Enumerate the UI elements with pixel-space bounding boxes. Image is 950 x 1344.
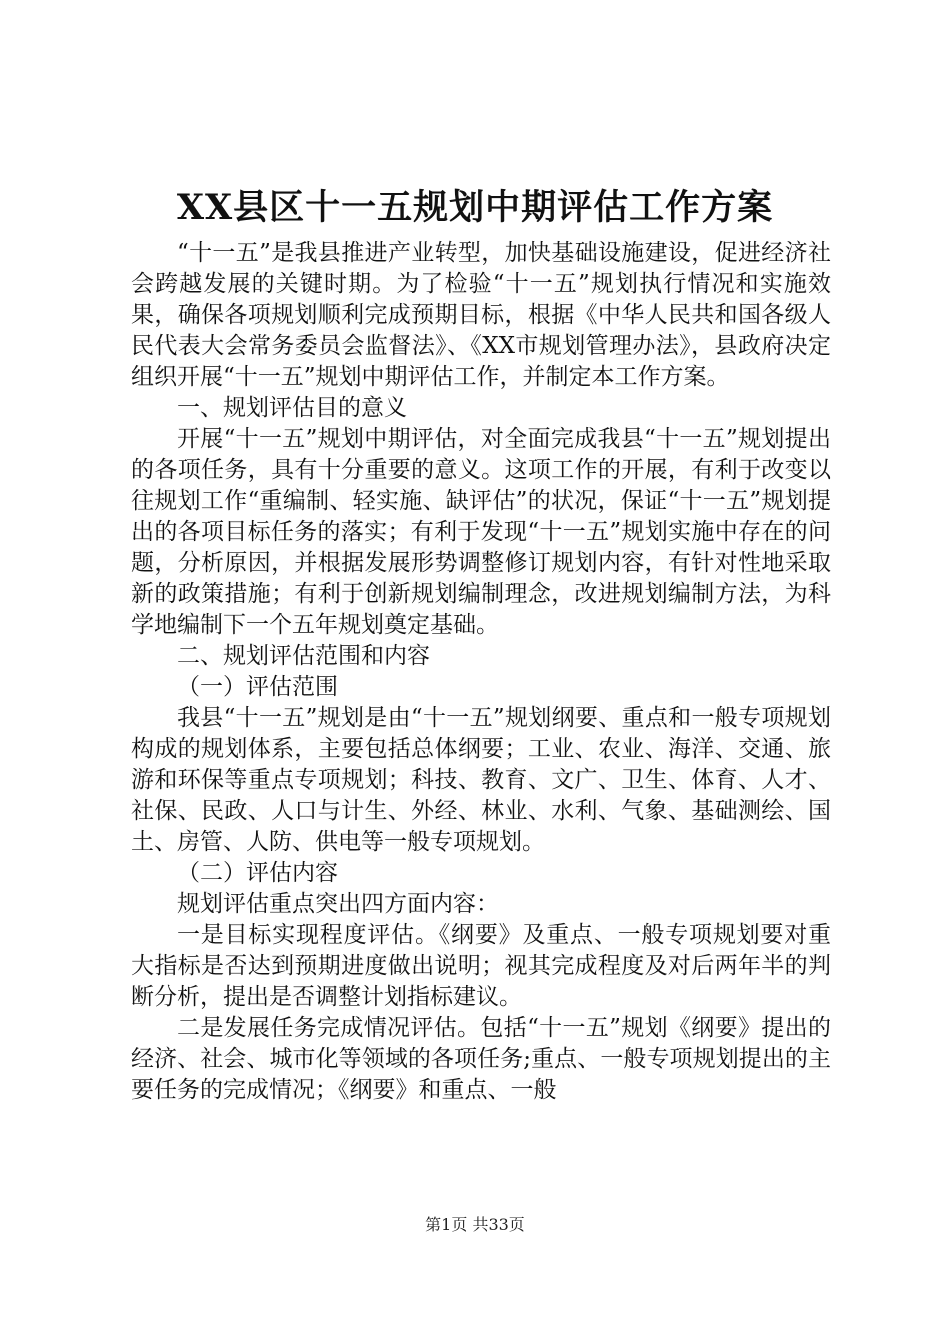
purpose-paragraph: 开展“十一五”规划中期评估，对全面完成我县“十一五”规划提出的各项任务，具有十分重要的意义。这项工作的开展，有利于改变以往规划工作“重编制、轻实施、缺评估”的状况，保证“十一五”规划提出的各项目标任务的落实；有利于发现“十一五”规划实施中存在的问题，分析原因，并根据发展形势调整修订规划内容，有针对性地采取新的政策措施；有利于创新规划编制理念，改进规划编制方法，为科学地编制下一个五年规划奠定基础。 [131, 426, 831, 638]
section-heading-purpose: 一、规划评估目的意义 [177, 395, 407, 421]
section-heading-scope: 二、规划评估范围和内容 [177, 643, 430, 669]
page-number-footer: 第1页 共33页 [425, 1215, 525, 1234]
document-title: XX县区十一五规划中期评估工作方案 [176, 187, 774, 228]
content-item-two: 二是发展任务完成情况评估。包括“十一五”规划《纲要》提出的经济、社会、城市化等领域的各项任务;重点、一般专项规划提出的主要任务的完成情况；《纲要》和重点、一般 [131, 1015, 831, 1103]
intro-paragraph: “十一五”是我县推进产业转型，加快基础设施建设，促进经济社会跨越发展的关键时期。为了检验“十一五”规划执行情况和实施效果，确保各项规划顺利完成预期目标，根据《中华人民共和国各级人民代表大会常务委员会监督法》、《XX市规划管理办法》，县政府决定组织开展“十一五”规划中期评估工作，并制定本工作方案。 [131, 240, 831, 390]
content-intro-paragraph: 规划评估重点突出四方面内容： [177, 891, 499, 917]
content-item-one: 一是目标实现程度评估。《纲要》及重点、一般专项规划要对重大指标是否达到预期进度做出说明；视其完成程度及对后两年半的判断分析，提出是否调整计划指标建议。 [131, 922, 831, 1010]
range-paragraph: 我县“十一五”规划是由“十一五”规划纲要、重点和一般专项规划构成的规划体系，主要包括总体纲要；工业、农业、海洋、交通、旅游和环保等重点专项规划；科技、教育、文广、卫生、体育、人才、社保、民政、人口与计生、外经、林业、水利、气象、基础测绘、国土、房管、人防、供电等一般专项规划。 [131, 705, 831, 855]
subsection-heading-range: （一）评估范围 [177, 674, 338, 700]
document-body [131, 238, 831, 1106]
subsection-heading-content: （二）评估内容 [177, 860, 338, 886]
